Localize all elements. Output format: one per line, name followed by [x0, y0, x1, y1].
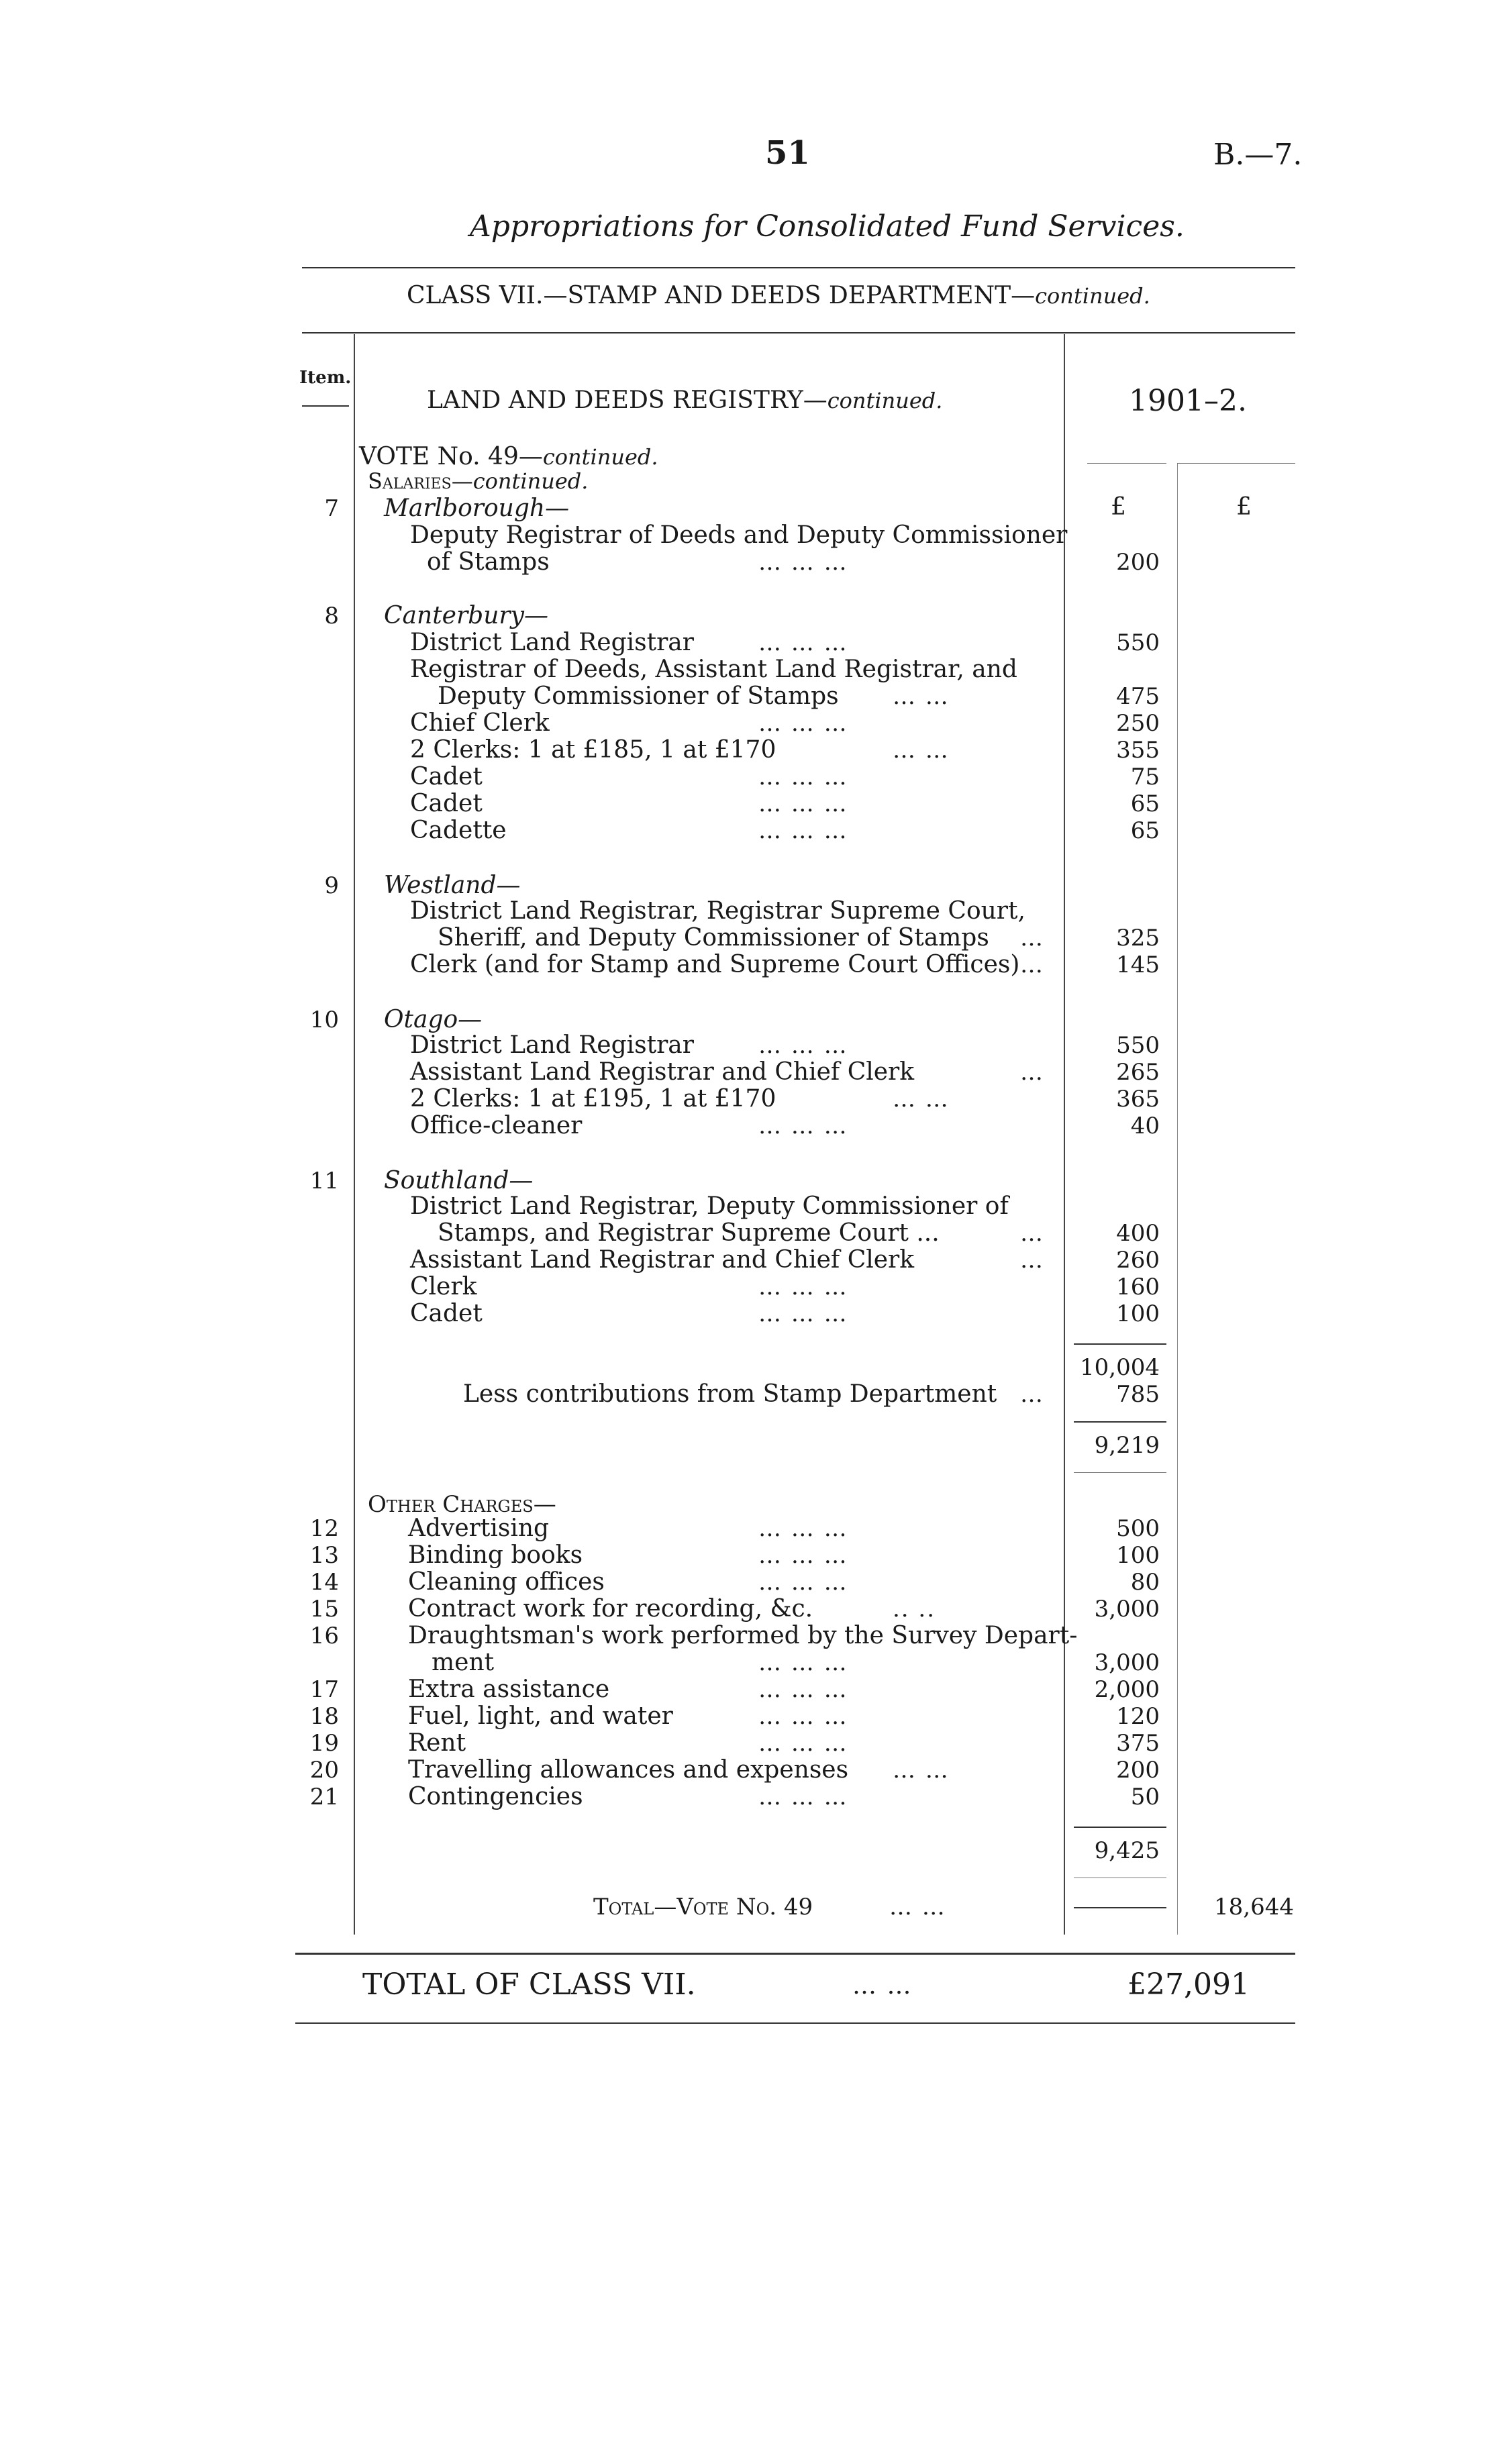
item-number: 7: [324, 495, 339, 522]
salary-line: Clerk (and for Stamp and Supreme Court Offices): [410, 951, 1020, 978]
leader-dots: … … …: [758, 817, 848, 844]
vote-label: VOTE No. 49—: [359, 443, 543, 470]
class-total-amount: £27,091: [1127, 1967, 1250, 2002]
salary-line: Sheriff, and Deputy Commissioner of Stamps: [438, 924, 989, 952]
salary-amount: 160: [1116, 1274, 1160, 1300]
item-number: 12: [309, 1515, 339, 1542]
leader-dots: … … …: [758, 1649, 848, 1676]
leader-dots: … … …: [758, 1274, 848, 1300]
leader-dots: … …: [852, 1972, 913, 2000]
salaries-label-continued: continued.: [472, 468, 589, 494]
currency-left: £: [1111, 493, 1126, 521]
salary-line: Registrar of Deeds, Assistant Land Registrar, and: [410, 656, 1017, 683]
salary-amount: 400: [1116, 1220, 1160, 1247]
salary-amount: 550: [1116, 1032, 1160, 1059]
subtotal-rule: [1074, 1343, 1166, 1345]
leader-dots: … … …: [758, 1703, 848, 1730]
salary-line: Stamps, and Registrar Supreme Court ...: [438, 1219, 940, 1247]
item-number: 21: [309, 1784, 339, 1810]
leader-dots: … … …: [758, 710, 848, 737]
item-number: 16: [309, 1623, 339, 1649]
other-charges-heading: Other Charges—: [368, 1491, 556, 1518]
vote-total-label: Total—Vote No. 49: [593, 1894, 813, 1920]
salary-line: Chief Clerk: [410, 709, 550, 737]
leader-dots: … … …: [758, 1676, 848, 1703]
salary-amount: 550: [1116, 629, 1160, 656]
item-number: 18: [309, 1703, 339, 1730]
charge-line: ment: [432, 1649, 495, 1676]
net-rule: [1074, 1421, 1166, 1423]
salaries-net-total: 9,219: [1094, 1432, 1160, 1459]
salary-line: District Land Registrar, Registrar Supreme Court,: [410, 897, 1025, 925]
vote-label-continued: continued.: [542, 444, 658, 470]
vote-heading: [359, 443, 658, 470]
charge-amount: 80: [1130, 1569, 1160, 1596]
item-number: 8: [324, 603, 339, 629]
item-column-header: Item.: [299, 368, 352, 388]
leader-dots: …: [1020, 1059, 1044, 1086]
salary-amount: 40: [1130, 1113, 1160, 1139]
leader-dots: … … …: [758, 549, 848, 576]
salary-amount: 65: [1130, 790, 1160, 817]
charge-amount: 375: [1116, 1730, 1160, 1757]
salary-line: District Land Registrar: [410, 629, 694, 656]
salary-amount: 265: [1116, 1059, 1160, 1086]
charge-amount: 50: [1130, 1784, 1160, 1810]
salary-line: Assistant Land Registrar and Chief Clerk: [410, 1058, 915, 1086]
charge-line: Draughtsman's work performed by the Survey Depart-: [408, 1622, 1078, 1649]
salaries-label: Salaries—: [368, 468, 473, 494]
less-contributions-amount: 785: [1116, 1381, 1160, 1408]
leader-dots: …: [1020, 1247, 1044, 1274]
leader-dots: … …: [889, 1894, 946, 1920]
district-name: Southland—: [384, 1167, 534, 1194]
charge-line: Advertising: [408, 1515, 550, 1542]
salary-line: District Land Registrar: [410, 1031, 694, 1059]
leader-dots: … … …: [758, 1784, 848, 1810]
leader-dots: … …: [893, 683, 950, 710]
page-title: Appropriations for Consolidated Fund Services.: [470, 209, 1185, 244]
page-number: 51: [765, 134, 810, 172]
class-total-top-rule: [295, 1953, 1295, 1955]
title-rule: [302, 267, 1295, 268]
less-contributions-label: Less contributions from Stamp Department: [463, 1380, 997, 1408]
item-number: 19: [309, 1730, 339, 1757]
salary-amount: 100: [1116, 1300, 1160, 1327]
charge-line: Fuel, light, and water: [408, 1702, 673, 1730]
charge-line: Contract work for recording, &c.: [408, 1595, 813, 1623]
leader-dots: … … …: [758, 1032, 848, 1059]
salary-line: 2 Clerks: 1 at £185, 1 at £170: [410, 736, 776, 764]
total-column-rule: [1177, 463, 1178, 1935]
charge-line: Cleaning offices: [408, 1568, 605, 1596]
salary-amount: 200: [1116, 549, 1160, 576]
section-heading-text: LAND AND DEEDS REGISTRY—: [427, 387, 827, 414]
vote-total-rule: [1074, 1907, 1166, 1908]
item-number: 14: [309, 1569, 339, 1596]
class-heading: [407, 282, 1150, 309]
section-heading: [427, 387, 942, 414]
leader-dots: …: [1020, 1381, 1044, 1408]
salary-line: Cadet: [410, 763, 483, 790]
salary-line: 2 Clerks: 1 at £195, 1 at £170: [410, 1085, 776, 1113]
charge-amount: 3,000: [1094, 1596, 1160, 1623]
charge-line: Contingencies: [408, 1783, 583, 1810]
leader-dots: … … …: [758, 1542, 848, 1569]
class-total-label: TOTAL OF CLASS VII.: [362, 1967, 696, 2002]
net-underline: [1074, 1472, 1166, 1473]
salaries-total: 10,004: [1080, 1354, 1160, 1381]
charge-line: Rent: [408, 1729, 466, 1757]
district-name: Otago—: [384, 1006, 483, 1033]
currency-right: £: [1236, 493, 1252, 521]
leader-dots: … …: [893, 737, 950, 764]
leader-dots: … … …: [758, 790, 848, 817]
salary-amount: 75: [1130, 764, 1160, 790]
charge-line: Travelling allowances and expenses: [408, 1756, 849, 1784]
salary-amount: 355: [1116, 737, 1160, 764]
year-subrule-left: [1087, 463, 1166, 464]
charge-amount: 500: [1116, 1515, 1160, 1542]
item-number: 9: [324, 872, 339, 899]
class-heading-text: CLASS VII.—STAMP AND DEEDS DEPARTMENT—: [407, 282, 1036, 309]
leader-dots: …: [1020, 925, 1044, 952]
charge-amount: 2,000: [1094, 1676, 1160, 1703]
charge-amount: 200: [1116, 1757, 1160, 1784]
charge-line: Extra assistance: [408, 1676, 610, 1703]
district-name: Westland—: [384, 872, 521, 899]
salary-line: Cadette: [410, 817, 507, 844]
class-heading-continued: continued.: [1035, 283, 1150, 309]
leader-dots: … … …: [758, 1569, 848, 1596]
leader-dots: … … …: [758, 1113, 848, 1139]
salary-line: District Land Registrar, Deputy Commissioner of: [410, 1192, 1009, 1220]
salary-line: Cadet: [410, 1300, 483, 1327]
salary-line: Clerk: [410, 1273, 477, 1300]
leader-dots: … … …: [758, 1730, 848, 1757]
salary-line: Cadet: [410, 790, 483, 817]
paper-reference: B.—7.: [1213, 138, 1303, 172]
leader-dots: … … …: [758, 764, 848, 790]
salary-amount: 250: [1116, 710, 1160, 737]
leader-dots: … …: [893, 1086, 950, 1113]
item-number: 17: [309, 1676, 339, 1703]
district-name: Marlborough—: [384, 495, 570, 522]
leader-dots: … …: [893, 1757, 950, 1784]
salary-amount: 145: [1116, 952, 1160, 978]
district-name: Canterbury—: [384, 602, 548, 629]
item-number: 20: [309, 1757, 339, 1784]
leader-dots: … … …: [758, 629, 848, 656]
leader-dots: …: [1020, 1220, 1044, 1247]
leader-dots: .. ..: [893, 1596, 936, 1623]
salary-amount: 325: [1116, 925, 1160, 952]
charge-line: Binding books: [408, 1541, 583, 1569]
item-number: 11: [309, 1168, 339, 1194]
section-heading-continued: continued.: [827, 388, 943, 413]
salary-line: Deputy Commissioner of Stamps: [438, 682, 839, 710]
salaries-heading: [368, 468, 588, 494]
item-number: 15: [309, 1596, 339, 1623]
item-number: 10: [309, 1007, 339, 1033]
salary-amount: 365: [1116, 1086, 1160, 1113]
item-header-rule: [302, 405, 349, 407]
year-subrule-right: [1177, 463, 1295, 464]
salary-amount: 475: [1116, 683, 1160, 710]
salary-amount: 65: [1130, 817, 1160, 844]
salary-amount: 260: [1116, 1247, 1160, 1274]
leader-dots: …: [1020, 952, 1044, 978]
other-charges-rule: [1074, 1827, 1166, 1828]
class-total-bottom-rule: [295, 2022, 1295, 2024]
class-heading-rule: [302, 332, 1295, 333]
item-column-rule: [354, 334, 355, 1935]
salary-line: of Stamps: [427, 548, 550, 576]
charge-amount: 120: [1116, 1703, 1160, 1730]
leader-dots: … … …: [758, 1300, 848, 1327]
other-charges-total: 9,425: [1094, 1837, 1160, 1864]
vote-total-amount: 18,644: [1214, 1894, 1294, 1920]
charge-amount: 3,000: [1094, 1649, 1160, 1676]
salary-line: Office-cleaner: [410, 1112, 583, 1139]
item-number: 13: [309, 1542, 339, 1569]
charge-amount: 100: [1116, 1542, 1160, 1569]
salary-line: Assistant Land Registrar and Chief Clerk: [410, 1246, 915, 1274]
year-heading: 1901–2.: [1129, 384, 1247, 418]
salary-line: Deputy Registrar of Deeds and Deputy Commissioner: [410, 521, 1068, 549]
leader-dots: … … …: [758, 1515, 848, 1542]
